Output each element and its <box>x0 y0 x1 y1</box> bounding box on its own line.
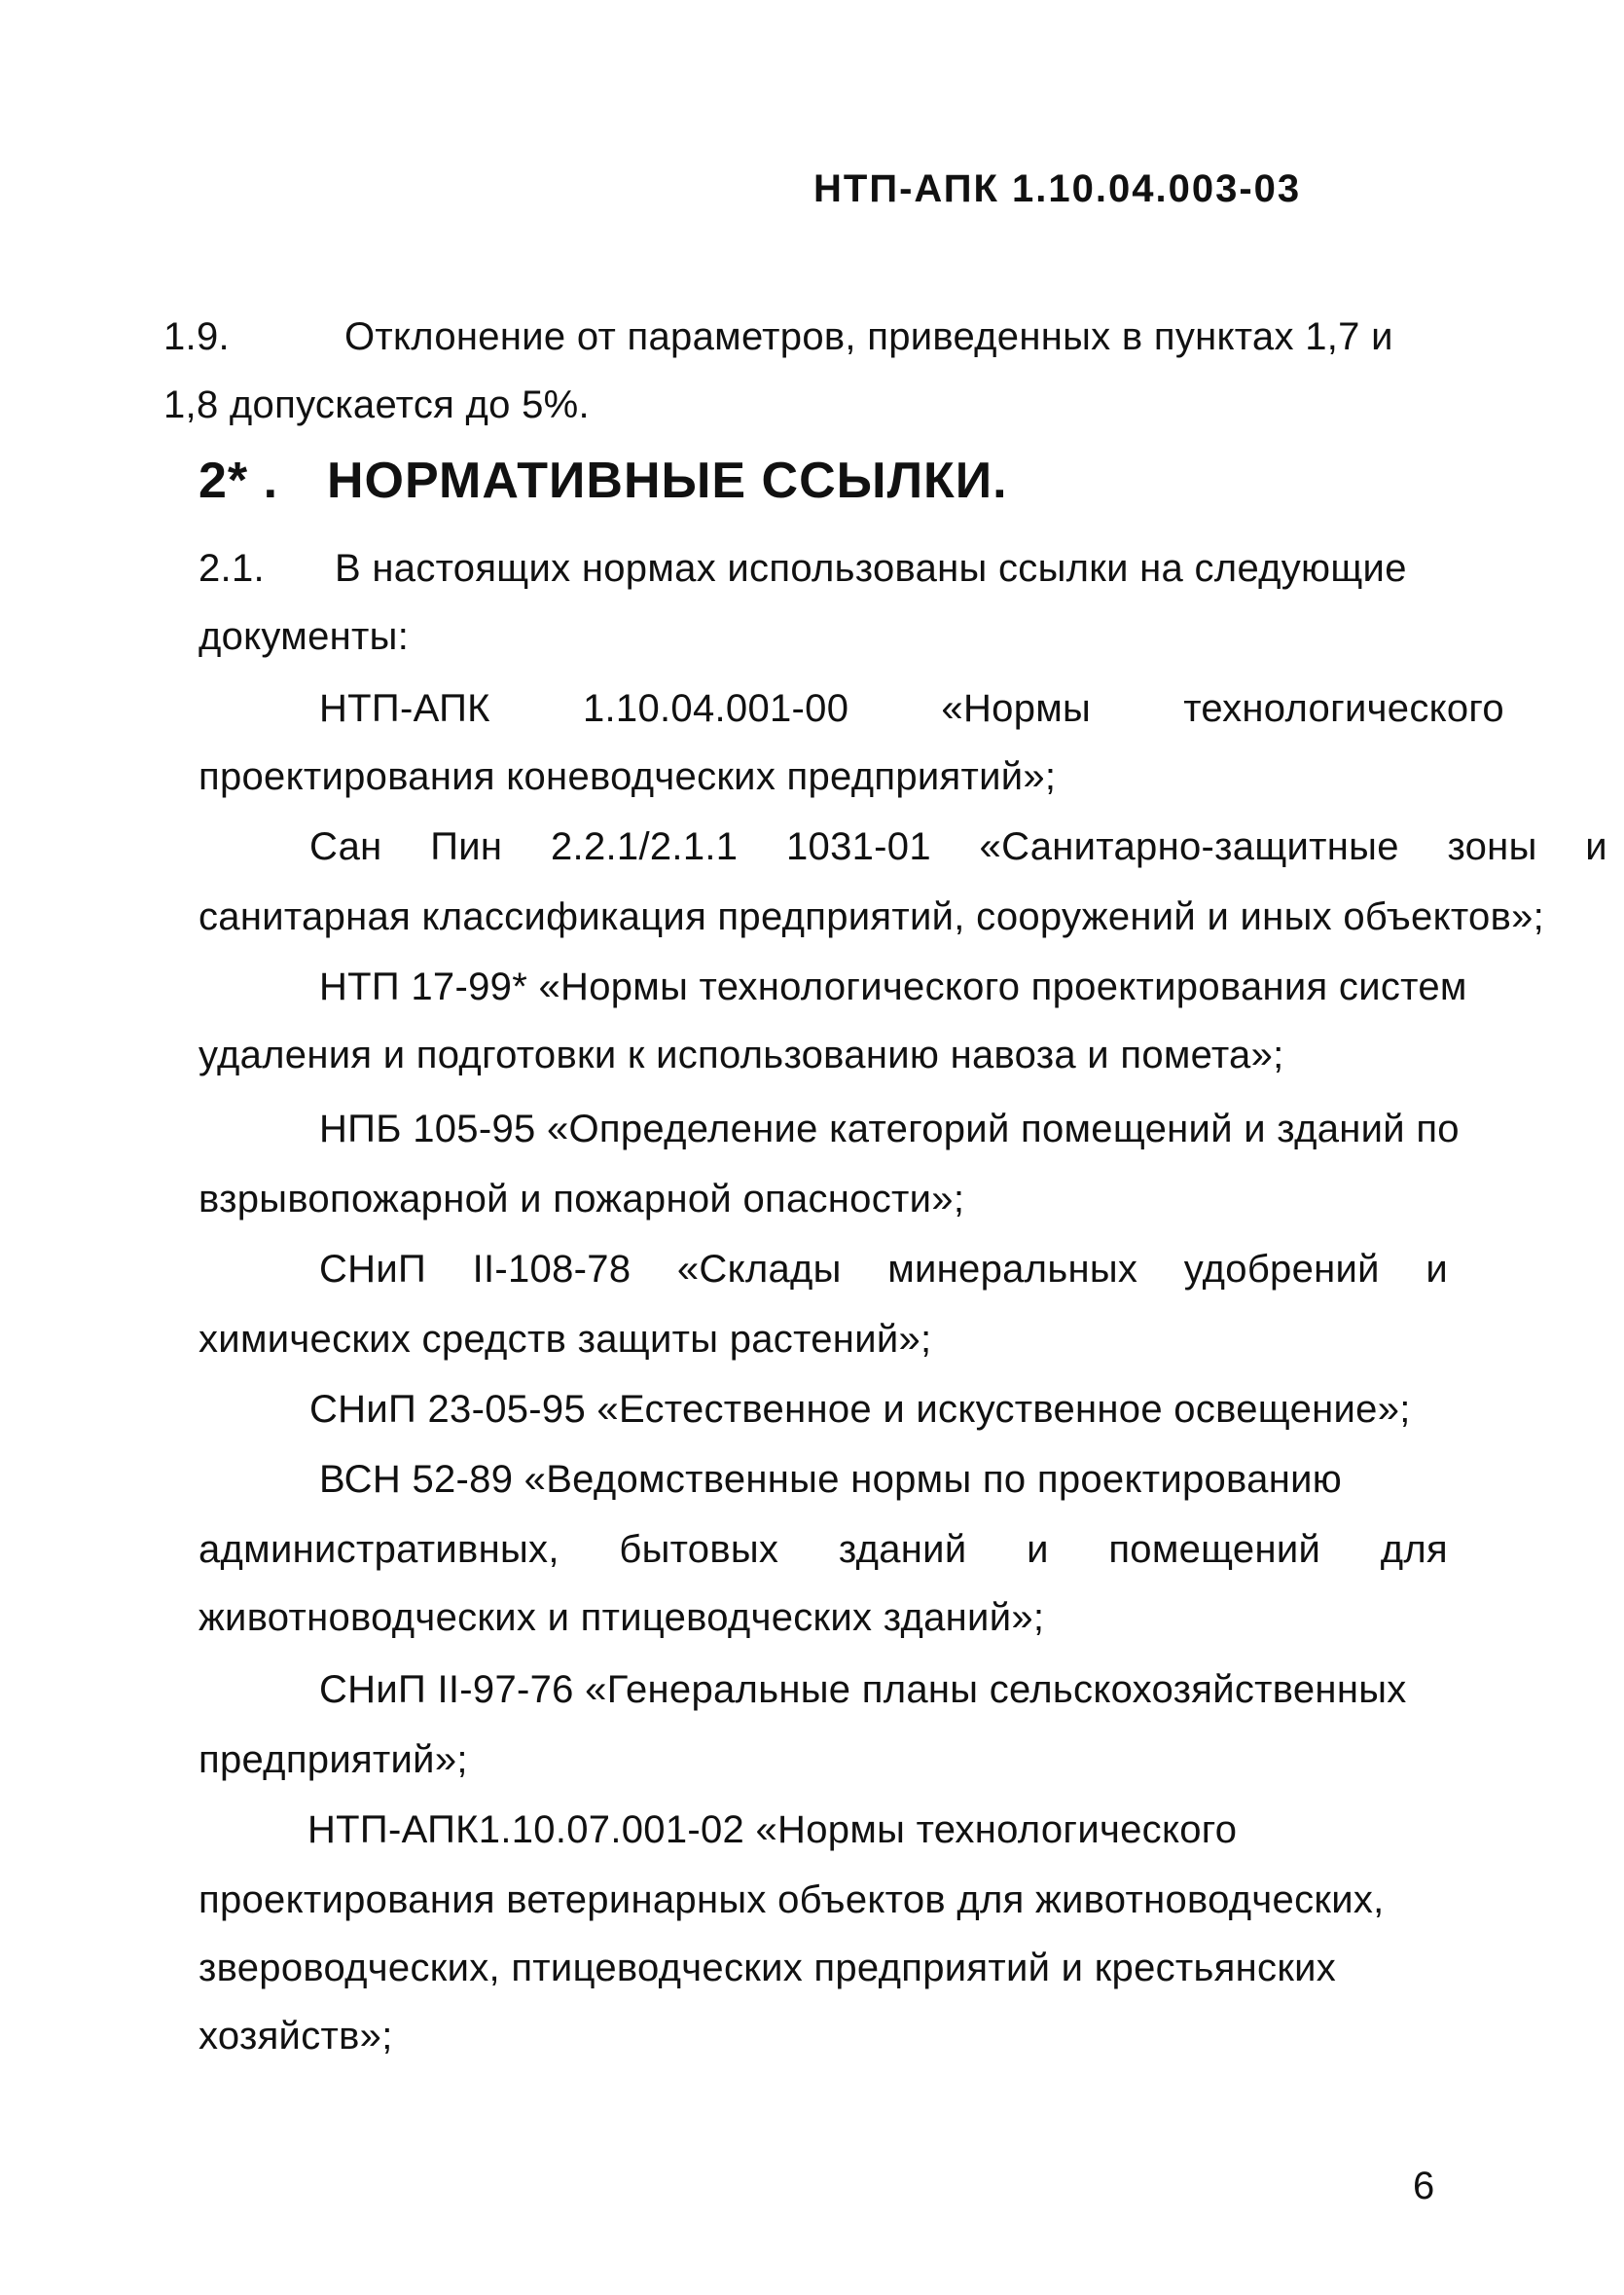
ref1-word: технологического <box>1183 687 1504 730</box>
ref7-word: административных, <box>198 1528 559 1571</box>
ref7-word: бытовых <box>619 1528 779 1571</box>
reference-9-line2: проектирования ветеринарных объектов для животноводческих, <box>198 1878 1385 1921</box>
ref1-word: НТП-АПК <box>319 687 490 730</box>
ref2-word: «Санитарно-защитные <box>979 825 1399 868</box>
reference-7-line2 <box>198 1526 1448 1573</box>
ref5-word: II-108-78 <box>472 1248 632 1291</box>
reference-3-line1: НТП 17-99* «Нормы технологического проектирования систем <box>319 965 1467 1008</box>
clause-2-1-number: 2.1. <box>198 547 265 590</box>
page-number: 6 <box>1413 2165 1435 2207</box>
reference-1-line2: проектирования коневодческих предприятий»; <box>198 755 1057 798</box>
clause-2-1-text-line2: документы: <box>198 615 410 658</box>
ref2-word: и <box>1585 825 1607 868</box>
ref2-word: 2.2.1/2.1.1 <box>550 825 739 868</box>
ref2-word: зоны <box>1447 825 1537 868</box>
ref7-word: помещений <box>1108 1528 1321 1571</box>
section-number: 2* . <box>198 453 279 509</box>
reference-1-line1 <box>319 685 1504 732</box>
reference-3-line2: удаления и подготовки к использованию навоза и помета»; <box>198 1034 1284 1076</box>
reference-2-line1 <box>309 823 1607 870</box>
ref2-word: 1031-01 <box>785 825 931 868</box>
clause-1-9-text-line2: 1,8 допускается до 5%. <box>163 383 590 426</box>
ref1-word: 1.10.04.001-00 <box>582 687 849 730</box>
clause-2-1-text-line1: В настоящих нормах использованы ссылки на следующие <box>335 547 1407 590</box>
section-title: НОРМАТИВНЫЕ ССЫЛКИ. <box>327 453 1008 509</box>
reference-9-line3: звероводческих, птицеводческих предприятий и крестьянских <box>198 1947 1337 1989</box>
reference-5-line2: химических средств защиты растений»; <box>198 1318 932 1361</box>
reference-2-line2: санитарная классификация предприятий, сооружений и иных объектов»; <box>198 895 1545 938</box>
reference-4-line2: взрывопожарной и пожарной опасности»; <box>198 1178 965 1220</box>
reference-6-line1: СНиП 23-05-95 «Естественное и искуственное освещение»; <box>309 1388 1411 1431</box>
reference-4-line1: НПБ 105-95 «Определение категорий помещений и зданий по <box>319 1108 1460 1150</box>
clause-1-9-number: 1.9. <box>163 315 230 358</box>
clause-1-9-text-line1: Отклонение от параметров, приведенных в пунктах 1,7 и <box>344 315 1393 358</box>
ref7-word: для <box>1380 1528 1448 1571</box>
ref5-word: удобрений <box>1183 1248 1380 1291</box>
reference-8-line1: СНиП II-97-76 «Генеральные планы сельскохозяйственных <box>319 1668 1407 1711</box>
ref5-word: минеральных <box>887 1248 1138 1291</box>
reference-9-line1: НТП-АПК1.10.07.001-02 «Нормы технологического <box>307 1808 1238 1851</box>
reference-9-line4: хозяйств»; <box>198 2015 393 2058</box>
reference-7-line1: ВСН 52-89 «Ведомственные нормы по проектированию <box>319 1458 1343 1501</box>
ref2-word: Пин <box>430 825 503 868</box>
section-heading <box>198 452 1008 510</box>
reference-5-line1 <box>319 1246 1448 1293</box>
reference-8-line2: предприятий»; <box>198 1738 468 1781</box>
ref1-word: «Нормы <box>941 687 1092 730</box>
ref5-word: и <box>1426 1248 1448 1291</box>
document-code-header: НТП-АПК 1.10.04.003-03 <box>813 167 1302 210</box>
ref5-word: «Склады <box>676 1248 842 1291</box>
ref5-word: СНиП <box>319 1248 427 1291</box>
reference-7-line3: животноводческих и птицеводческих зданий»; <box>198 1596 1045 1639</box>
ref7-word: зданий <box>838 1528 967 1571</box>
ref2-word: Сан <box>309 825 382 868</box>
ref7-word: и <box>1027 1528 1049 1571</box>
